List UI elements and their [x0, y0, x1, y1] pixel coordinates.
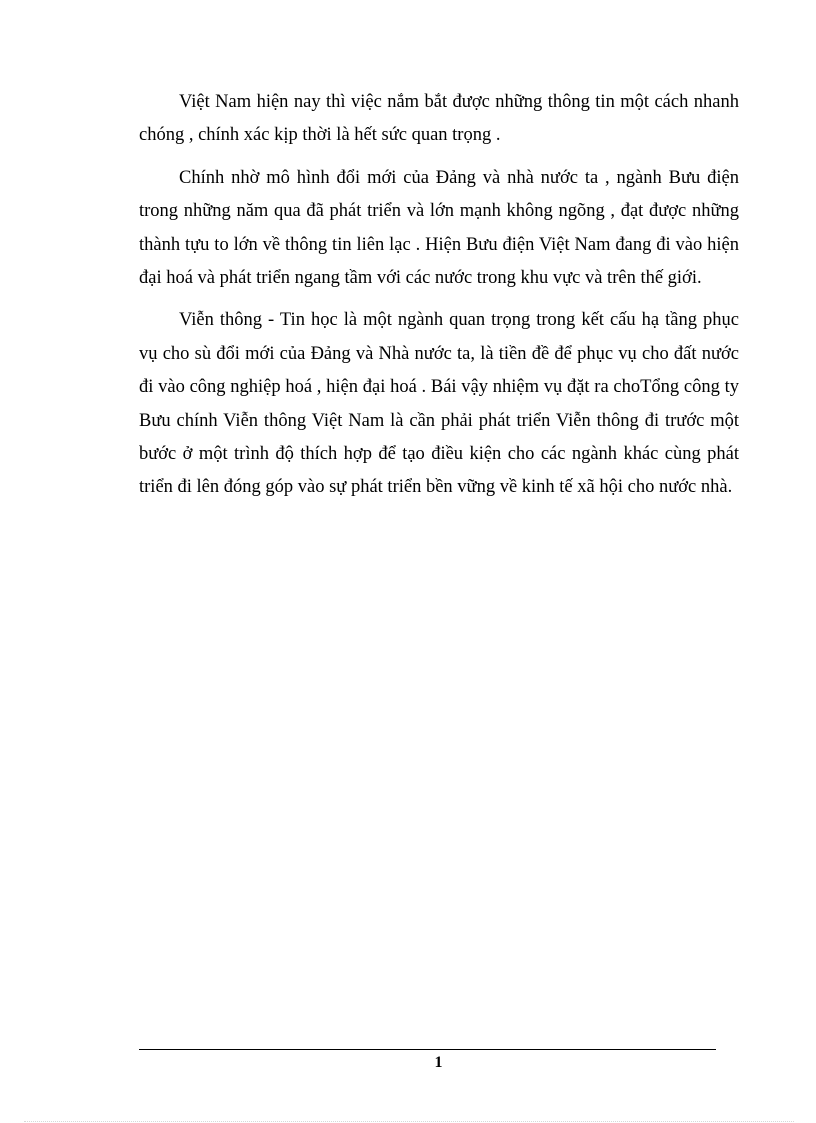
page-number: 1 — [434, 1054, 443, 1071]
paragraph-2: Chính nhờ mô hình đổi mới của Đảng và nhà nước ta , ngành Bưu điện trong những năm qua đã phát triển và lớn mạnh không ngõng , đạt được những thành tựu to lớn về thông tin liên lạc . Hiện Bưu điện Việt Nam đang đi vào hiện đại hoá và phát triển ngang tầm với các nước trong khu vực và trên thế giới. — [139, 167, 739, 289]
paragraph-1: Việt Nam hiện nay thì việc nắm bắt được những thông tin một cách nhanh chóng , chính xác kịp thời là hết sức quan trọng . — [139, 92, 739, 146]
footer-divider — [139, 1049, 716, 1050]
paragraph-3: Viễn thông - Tin học là một ngành quan trọng trong kết cấu hạ tầng phục vụ cho sù đổi mới của Đảng và Nhà nước ta, là tiền đề để phục vụ cho đất nước đi vào công nghiệp hoá , hiện đại hoá . Bái vậy nhiệm vụ đặt ra choTổng công ty Bưu chính Viễn thông Việt Nam là cần phải phát triển Viễn thông đi trước một bước ở một trình độ thích hợp để tạo điều kiện cho các ngành khác cùng phát triển đi lên đóng góp vào sự phát triển bền vững về kinh tế xã hội cho nước nhà. — [139, 310, 739, 498]
page-bottom-edge — [24, 1121, 794, 1122]
body-text — [139, 86, 739, 514]
